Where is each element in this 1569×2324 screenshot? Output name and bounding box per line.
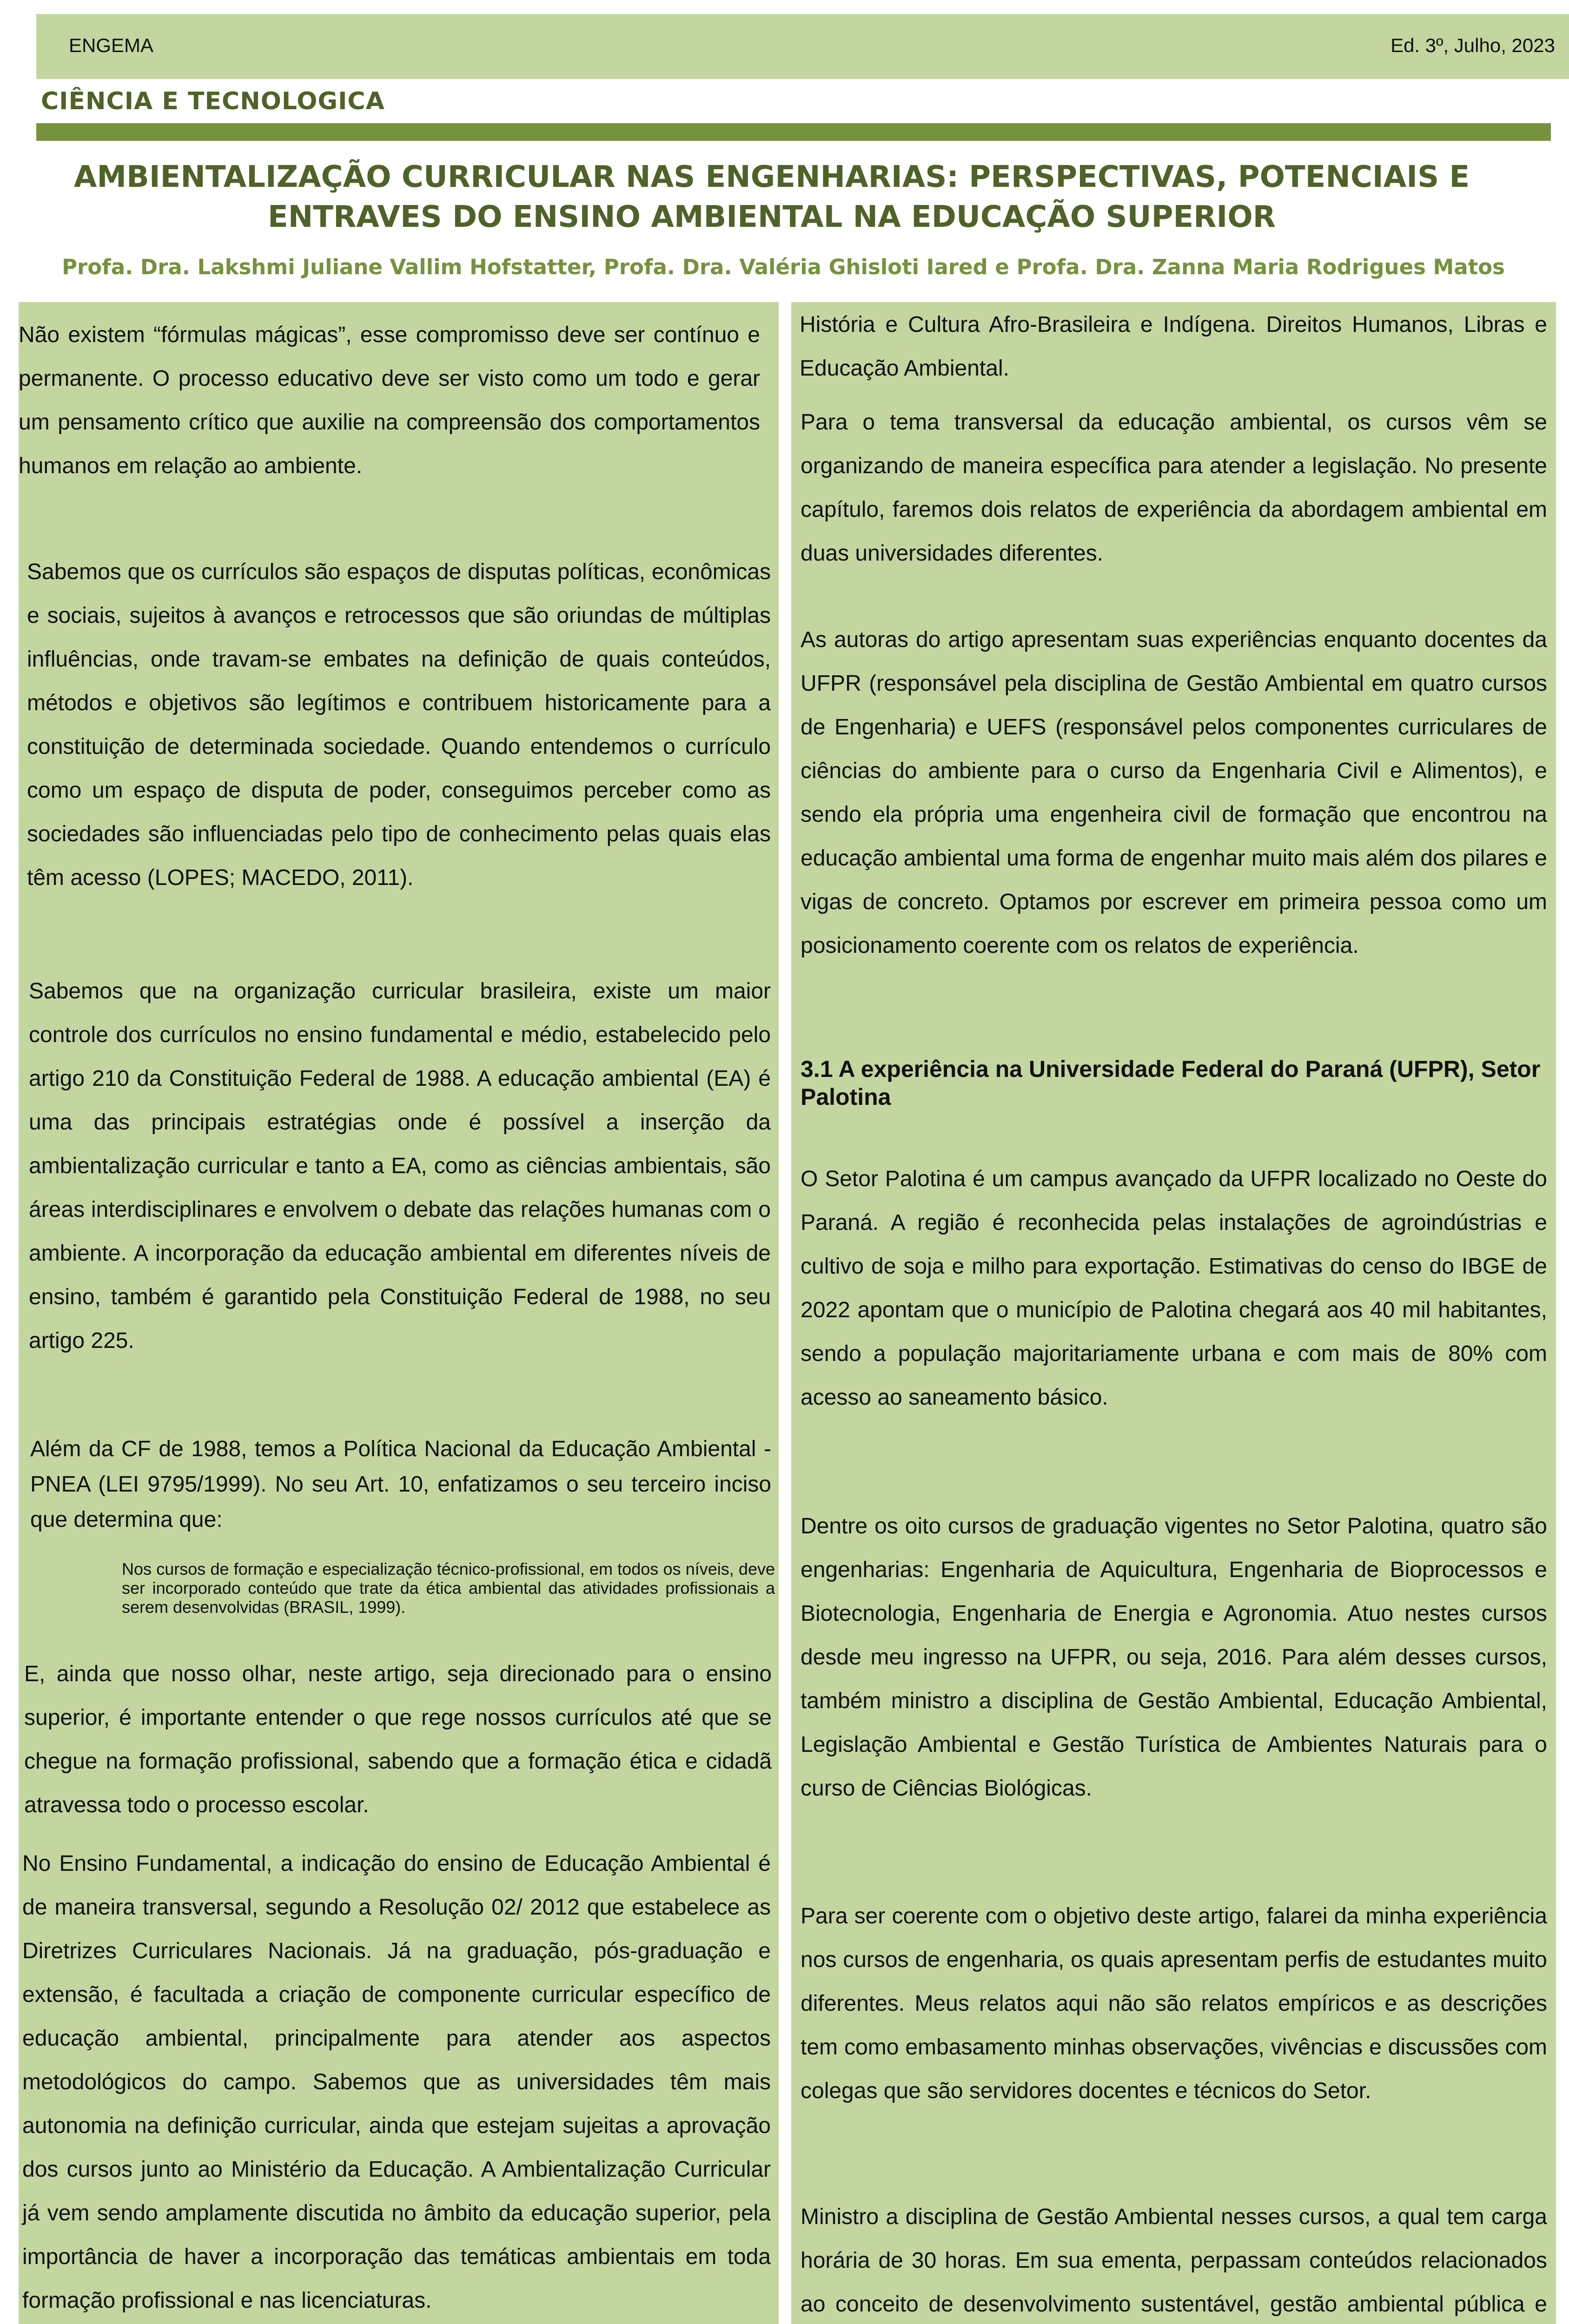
journal-name: ENGEMA bbox=[69, 34, 154, 56]
right-column bbox=[791, 302, 1556, 2324]
article-authors: Profa. Dra. Lakshmi Juliane Vallim Hofstatter, Profa. Dra. Valéria Ghisloti Iared e Profa. Dra. Zanna Maria Rodrigues Matos bbox=[62, 255, 1505, 279]
header-bar bbox=[36, 14, 1569, 79]
right-paragraph-4: O Setor Palotina é um campus avançado da UFPR localizado no Oeste do Paraná. A região é reconhecida pelas instalações de agroindústrias e cultivo de soja e milho para exportação. Estimativas do censo do IBGE de 2022 apontam que o município de Palotina chegará aos 40 mil habitantes, sendo a população majoritariamente urbana e com mais de 80% com acesso ao saneamento básico. bbox=[801, 1167, 1547, 1410]
right-paragraph-7: Ministro a disciplina de Gestão Ambiental nesses cursos, a qual tem carga horária de 30 horas. Em sua ementa, perpassam conteúdos relacionados ao conceito de desenvolvimento sustentável, gestão ambiental pública e bbox=[801, 2205, 1547, 2317]
right-paragraph-6: Para ser coerente com o objetivo deste artigo, falarei da minha experiência nos cursos de engenharia, os quais apresentam perfis de estudantes muito diferentes. Meus relatos aqui não são relatos empíricos e as descrições tem como embasamento minhas observações, vivências e discussões com colegas que são servidores docentes e técnicos do Setor. bbox=[801, 1904, 1547, 2103]
section-divider bbox=[36, 123, 1551, 141]
right-paragraph-1: História e Cultura Afro-Brasileira e Indígena. Direitos Humanos, Libras e Educação Ambiental. bbox=[800, 312, 1547, 381]
article-title: AMBIENTALIZAÇÃO CURRICULAR NAS ENGENHARIAS: PERSPECTIVAS, POTENCIAIS E ENTRAVES DO ENSINO AMBIENTAL NA EDUCAÇÃO SUPERIOR bbox=[73, 160, 1470, 234]
left-paragraph-1: Não existem “fórmulas mágicas”, esse compromisso deve ser contínuo e permanente. O processo educativo deve ser visto como um todo e gerar um pensamento crítico que auxilie na compreensão dos comportamentos humanos em relação ao ambiente. bbox=[19, 323, 760, 478]
edition-label: Ed. 3º, Julho, 2023 bbox=[1390, 34, 1555, 56]
right-paragraph-2: Para o tema transversal da educação ambiental, os cursos vêm se organizando de maneira específica para atender a legislação. No presente capítulo, faremos dois relatos de experiência da abordagem ambiental em duas universidades diferentes. bbox=[801, 410, 1547, 566]
section-3-1-heading: 3.1 A experiência na Universidade Federal do Paraná (UFPR), Setor Palotina bbox=[801, 1056, 1541, 1110]
left-column bbox=[19, 302, 779, 2324]
left-paragraph-3: Sabemos que na organização curricular brasileira, existe um maior controle dos currículos no ensino fundamental e médio, estabelecido pelo artigo 210 da Constituição Federal de 1988. A educação ambiental (EA) é uma das principais estratégias onde é possível a inserção da ambientalização curricular e tanto a EA, como as ciências ambientais, são áreas interdisciplinares e envolvem o debate das relações humanas com o ambiente. A incorporação da educação ambiental em diferentes níveis de ensino, também é garantido pela Constituição Federal de 1988, no seu artigo 225. bbox=[29, 979, 771, 1353]
right-paragraph-5: Dentre os oito cursos de graduação vigentes no Setor Palotina, quatro são engenharias: Engenharia de Aquicultura, Engenharia de Bioprocessos e Biotecnologia, Engenharia de Energia e Agronomia. Atuo nestes cursos desde meu ingresso na UFPR, ou seja, 2016. Para além desses cursos, também ministro a disciplina de Gestão Ambiental, Educação Ambiental, Legislação Ambiental e Gestão Turística de Ambientes Naturais para o curso de Ciências Biológicas. bbox=[801, 1514, 1547, 1801]
right-paragraph-3: As autoras do artigo apresentam suas experiências enquanto docentes da UFPR (responsável pela disciplina de Gestão Ambiental em quatro cursos de Engenharia) e UEFS (responsável pelos componentes curriculares de ciências do ambiente para o curso da Engenharia Civil e Alimentos), e sendo ela própria uma engenheira civil de formação que encontrou na educação ambiental uma forma de engenhar muito mais além dos pilares e vigas de concreto. Optamos por escrever em primeira pessoa como um posicionamento coerente com os relatos de experiência. bbox=[801, 627, 1547, 958]
section-title: CIÊNCIA E TECNOLOGICA bbox=[41, 87, 385, 115]
left-paragraph-4: Além da CF de 1988, temos a Política Nacional da Educação Ambiental - PNEA (LEI 9795/1999). No seu Art. 10, enfatizamos o seu terceiro inciso que determina que: bbox=[30, 1437, 771, 1532]
left-paragraph-5: E, ainda que nosso olhar, neste artigo, seja direcionado para o ensino superior, é importante entender o que rege nossos currículos até que se chegue na formação profissional, sabendo que a formação ética e cidadã atravessa todo o processo escolar. bbox=[24, 1662, 772, 1817]
left-paragraph-2: Sabemos que os currículos são espaços de disputas políticas, econômicas e sociais, sujeitos à avanços e retrocessos que são oriundas de múltiplas influências, onde travam-se embates na definição de quais conteúdos, métodos e objetivos são legítimos e contribuem historicamente para a constituição de determinada sociedade. Quando entendemos o currículo como um espaço de disputa de poder, conseguimos perceber como as sociedades são influenciadas pelo tipo de conhecimento pelas quais elas têm acesso (LOPES; MACEDO, 2011). bbox=[27, 560, 771, 890]
left-paragraph-6: No Ensino Fundamental, a indicação do ensino de Educação Ambiental é de maneira transversal, segundo a Resolução 02/ 2012 que estabelece as Diretrizes Curriculares Nacionais. Já na graduação, pós-graduação e extensão, é facultada a criação de componente curricular específico de educação ambiental, principalmente para atender aos aspectos metodológicos do campo. Sabemos que as universidades têm mais autonomia na definição curricular, ainda que estejam sujeitas a aprovação dos cursos junto ao Ministério da Educação. A Ambientalização Curricular já vem sendo amplamente discutida no âmbito da educação superior, pela importância de haver a incorporação das temáticas ambientais em toda formação profissional e nas licenciaturas. bbox=[22, 1851, 771, 2313]
block-quote: Nos cursos de formação e especialização técnico-profissional, em todos os níveis, deve ser incorporado conteúdo que trate da ética ambiental das atividades profissionais a serem desenvolvidas (BRASIL, 1999). bbox=[122, 1559, 775, 1617]
